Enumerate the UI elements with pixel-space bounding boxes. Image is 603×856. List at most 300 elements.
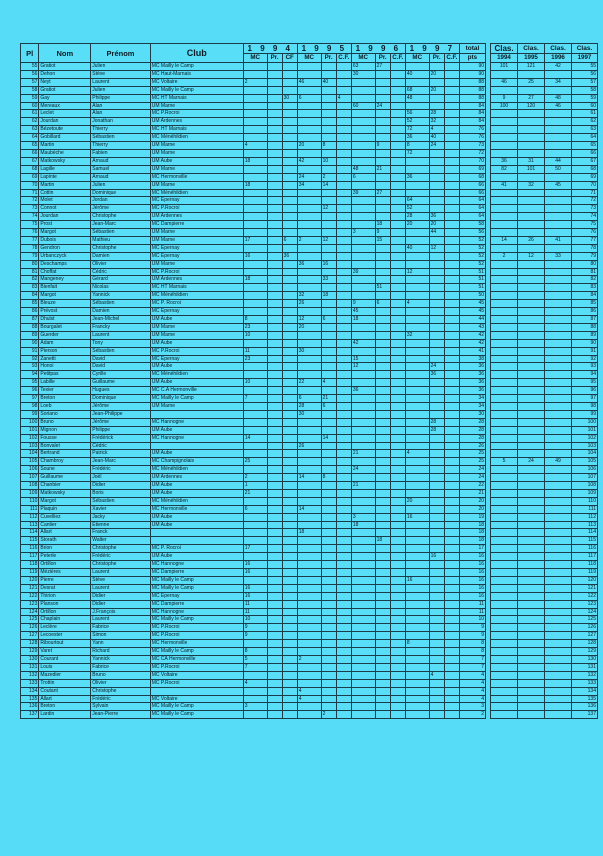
clas-1995-cell <box>518 553 545 561</box>
cf-1995-cell <box>336 703 351 711</box>
mc-1994-cell <box>243 402 267 410</box>
clas-1995-cell <box>518 284 545 292</box>
pr-1995-cell <box>321 537 336 545</box>
pr-1995-cell <box>321 134 336 142</box>
total-pts-cell: 16 <box>459 592 485 600</box>
cf-1995-cell <box>336 442 351 450</box>
clas-1994-cell <box>491 347 518 355</box>
rank-cell: 98 <box>21 402 39 410</box>
total-pts-cell: 84 <box>459 118 485 126</box>
pr-1995-cell: 10 <box>321 157 336 165</box>
clas-1994-cell <box>491 221 518 229</box>
clas-1995-cell <box>518 442 545 450</box>
clas-1997-cell: 72 <box>572 197 598 205</box>
clas-1997-cell: 68 <box>572 165 598 173</box>
nom-cell: Lapinte <box>39 173 91 181</box>
table-row <box>21 149 486 157</box>
pr-1997-cell: 4 <box>429 126 444 134</box>
clas-1995-cell <box>518 592 545 600</box>
mc-1996-cell: 9 <box>351 300 375 308</box>
cf-1997-cell <box>444 482 459 490</box>
cf-1996-cell <box>390 655 405 663</box>
prenom-cell: Xavier <box>91 505 150 513</box>
cf-1997-cell <box>444 102 459 110</box>
cf-1995-cell <box>336 521 351 529</box>
total-pts-cell: 51 <box>459 276 485 284</box>
clas-1994-cell <box>491 529 518 537</box>
mc-1996-cell <box>351 703 375 711</box>
clas-1994-cell <box>491 355 518 363</box>
prenom-cell: Fabien <box>91 149 150 157</box>
pr-1994-cell <box>267 86 282 94</box>
mc-1996-cell <box>351 236 375 244</box>
pr-1996-cell <box>375 474 390 482</box>
pr-1997-cell: 28 <box>429 110 444 118</box>
cf-1994-cell <box>282 149 297 157</box>
cf-1995-cell <box>336 450 351 458</box>
clas-1997-cell: 55 <box>572 63 598 71</box>
mc-1996-cell <box>351 442 375 450</box>
mc-1997-cell <box>405 561 429 569</box>
cf-1996-cell <box>390 316 405 324</box>
mc-1996-cell <box>351 149 375 157</box>
club-cell: UM Marne <box>150 323 243 331</box>
clas-1994-cell <box>491 126 518 134</box>
pr-1995-cell <box>321 197 336 205</box>
cf-1996-cell <box>390 157 405 165</box>
table-row <box>21 316 486 324</box>
mc-1994-cell <box>243 94 267 102</box>
club-cell: MC P.Rocroi <box>150 632 243 640</box>
clas-1995-cell <box>518 173 545 181</box>
cf-1995-cell <box>336 387 351 395</box>
mc-1995-cell <box>297 284 321 292</box>
cf-1996-cell <box>390 181 405 189</box>
table-row <box>21 221 486 229</box>
clas-1996-cell <box>545 402 572 410</box>
clas-1994-cell <box>491 545 518 553</box>
cf-1996-cell <box>390 379 405 387</box>
table-row <box>491 561 598 569</box>
rank-cell: 71 <box>21 189 39 197</box>
pr-1997-cell <box>429 687 444 695</box>
pr-1994-cell <box>267 70 282 78</box>
table-row <box>491 482 598 490</box>
clas-1995-cell <box>518 142 545 150</box>
club-cell: MC Hannogne <box>150 608 243 616</box>
mc-1997-cell <box>405 529 429 537</box>
clas-1995-cell <box>518 347 545 355</box>
total-pts-cell: 42 <box>459 339 485 347</box>
mc-1995-cell: 4 <box>297 695 321 703</box>
mc-1996-cell <box>351 292 375 300</box>
rank-cell: 85 <box>21 300 39 308</box>
total-pts-cell: 66 <box>459 189 485 197</box>
pr-1995-cell <box>321 561 336 569</box>
pr-1996-cell <box>375 252 390 260</box>
total-pts-cell: 8 <box>459 648 485 656</box>
cf-1997-cell <box>444 236 459 244</box>
prenom-cell: Jonathan <box>91 118 150 126</box>
cf-1994-cell <box>282 410 297 418</box>
cf-1997-cell <box>444 387 459 395</box>
cf-1996-cell <box>390 450 405 458</box>
pr-1997-cell <box>429 663 444 671</box>
mc-1995-cell <box>297 434 321 442</box>
clas-1997-cell: 57 <box>572 78 598 86</box>
pr-1997-cell <box>429 497 444 505</box>
table-row <box>491 489 598 497</box>
mc-1995-cell <box>297 418 321 426</box>
club-cell: UM Marne <box>150 149 243 157</box>
pr-1994-cell <box>267 252 282 260</box>
club-cell: MC Mailly le Camp <box>150 63 243 71</box>
total-pts-cell: 58 <box>459 221 485 229</box>
total-pts-cell: 30 <box>459 410 485 418</box>
table-row <box>21 78 486 86</box>
nom-cell: Allart <box>39 695 91 703</box>
clas-1995-cell <box>518 126 545 134</box>
pr-1995-cell: 12 <box>321 236 336 244</box>
club-cell <box>150 687 243 695</box>
clas-1995-cell: 101 <box>518 165 545 173</box>
cf-1997-cell <box>444 569 459 577</box>
table-row <box>21 205 486 213</box>
cf-1995-cell <box>336 173 351 181</box>
table-row <box>21 244 486 252</box>
pr-1996-cell <box>375 181 390 189</box>
table-row <box>491 371 598 379</box>
clas-1995-cell <box>518 189 545 197</box>
mc-1996-cell: 3 <box>351 229 375 237</box>
clas-1995-cell <box>518 648 545 656</box>
clas-1997-cell: 130 <box>572 655 598 663</box>
cf-1995-cell <box>336 600 351 608</box>
pr-1995-cell <box>321 489 336 497</box>
mc-1994-cell: 17 <box>243 545 267 553</box>
clas-1994-cell <box>491 323 518 331</box>
cf-1994-cell <box>282 316 297 324</box>
club-cell: MC P.Rocroi <box>150 624 243 632</box>
clas-1997-cell: 92 <box>572 355 598 363</box>
mc-1996-cell <box>351 284 375 292</box>
pr-1994-cell <box>267 497 282 505</box>
prenom-cell: David <box>91 355 150 363</box>
rank-cell: 94 <box>21 371 39 379</box>
mc-1996-cell <box>351 553 375 561</box>
pr-1995-cell <box>321 655 336 663</box>
clas-1995-cell <box>518 687 545 695</box>
clas-1994-cell <box>491 608 518 616</box>
cf-1995-cell <box>336 458 351 466</box>
mc-1997-cell <box>405 371 429 379</box>
cf-1997-cell <box>444 276 459 284</box>
cf-1995-cell <box>336 410 351 418</box>
cf-1995-cell <box>336 189 351 197</box>
pr-1997-cell: 20 <box>429 221 444 229</box>
mc-1995-cell: 24 <box>297 173 321 181</box>
mc-1995-cell <box>297 189 321 197</box>
total-pts-cell: 43 <box>459 323 485 331</box>
mc-1997-cell <box>405 466 429 474</box>
mc-1995-cell: 22 <box>297 379 321 387</box>
mc-1995-cell <box>297 600 321 608</box>
clas-1997-cell: 119 <box>572 569 598 577</box>
mc-1997-cell: 16 <box>405 513 429 521</box>
mc-1994-cell <box>243 537 267 545</box>
cf-1996-cell <box>390 142 405 150</box>
prenom-cell: Patrick <box>91 450 150 458</box>
mc-1994-cell <box>243 189 267 197</box>
table-row <box>491 402 598 410</box>
mc-1994-cell <box>243 339 267 347</box>
cf-1996-cell <box>390 110 405 118</box>
pr-1994-cell <box>267 260 282 268</box>
nom-cell: Pierre <box>39 576 91 584</box>
mc-1995-cell <box>297 118 321 126</box>
prenom-cell: Damien <box>91 308 150 316</box>
cf-1996-cell <box>390 513 405 521</box>
table-row <box>21 679 486 687</box>
table-row <box>21 608 486 616</box>
mc-1997-cell <box>405 600 429 608</box>
cf-1997-cell <box>444 434 459 442</box>
pr-1997-cell <box>429 529 444 537</box>
cf-1997-cell <box>444 418 459 426</box>
mc-1995-cell <box>297 489 321 497</box>
club-cell: MC Ménéhildien <box>150 371 243 379</box>
mc-1997-cell <box>405 252 429 260</box>
cf-1995-cell <box>336 648 351 656</box>
pr-1995-cell <box>321 189 336 197</box>
cf-1997-cell <box>444 608 459 616</box>
table-row <box>491 442 598 450</box>
pr-1997-cell <box>429 489 444 497</box>
club-cell: UM Aube <box>150 513 243 521</box>
mc-1994-cell: 17 <box>243 236 267 244</box>
pr-1997-cell <box>429 355 444 363</box>
mc-1996-cell <box>351 402 375 410</box>
clas-1995-cell: 24 <box>518 458 545 466</box>
pr-1994-cell <box>267 355 282 363</box>
pr-1996-cell: 9 <box>375 142 390 150</box>
prenom-cell: Bruno <box>91 671 150 679</box>
mc-1995-cell: 30 <box>297 347 321 355</box>
pr-1994-cell <box>267 561 282 569</box>
nom-cell: Margot <box>39 229 91 237</box>
nom-cell: Dhulst <box>39 316 91 324</box>
total-pts-cell: 90 <box>459 70 485 78</box>
pr-1997-cell: 20 <box>429 86 444 94</box>
nom-cell: Cottin <box>39 189 91 197</box>
mc-1995-cell <box>297 537 321 545</box>
pr-1997-cell <box>429 308 444 316</box>
club-cell: MC Epernay <box>150 592 243 600</box>
pr-1997-cell <box>429 695 444 703</box>
table-row <box>21 442 486 450</box>
prenom-cell: David <box>91 363 150 371</box>
cf-1994-cell <box>282 521 297 529</box>
pr-1995-cell <box>321 213 336 221</box>
pr-1997-cell <box>429 165 444 173</box>
cf-1997-cell <box>444 323 459 331</box>
clas-1996-cell <box>545 513 572 521</box>
table-row <box>491 648 598 656</box>
mc-1996-cell: 24 <box>351 466 375 474</box>
table-row <box>21 134 486 142</box>
cf-1995-cell <box>336 363 351 371</box>
table-row <box>21 576 486 584</box>
cf-1997-cell <box>444 355 459 363</box>
table-row <box>21 695 486 703</box>
pr-1995-cell <box>321 458 336 466</box>
cf-1994-cell <box>282 426 297 434</box>
mc-1996-cell <box>351 94 375 102</box>
nom-cell: Courant <box>39 655 91 663</box>
pr-1996-cell <box>375 616 390 624</box>
table-row <box>21 513 486 521</box>
col-prenom-header: Prénom <box>91 44 150 63</box>
cf-1997-cell <box>444 252 459 260</box>
clas-1997-cell: 110 <box>572 497 598 505</box>
club-cell: MC P.Rocroi <box>150 679 243 687</box>
pr-1994-cell <box>267 157 282 165</box>
rank-cell: 96 <box>21 387 39 395</box>
pr-1996-cell <box>375 466 390 474</box>
sub-pr-1994: Pr. <box>267 54 282 63</box>
clas-1996-cell: 46 <box>545 102 572 110</box>
table-row <box>491 63 598 71</box>
clas-1997-cell: 64 <box>572 134 598 142</box>
cf-1995-cell <box>336 537 351 545</box>
clas-1995-cell <box>518 86 545 94</box>
mc-1995-cell: 12 <box>297 316 321 324</box>
clas-1996-cell <box>545 474 572 482</box>
cf-1996-cell <box>390 537 405 545</box>
pr-1994-cell <box>267 600 282 608</box>
rank-cell: 60 <box>21 102 39 110</box>
clas-1994-cell <box>491 331 518 339</box>
cf-1994-cell <box>282 474 297 482</box>
mc-1994-cell <box>243 221 267 229</box>
cf-1997-cell <box>444 63 459 71</box>
mc-1997-cell <box>405 189 429 197</box>
prenom-cell: Damien <box>91 252 150 260</box>
cf-1997-cell <box>444 197 459 205</box>
cf-1994-cell <box>282 86 297 94</box>
clas-1996-cell <box>545 418 572 426</box>
pr-1997-cell <box>429 648 444 656</box>
clas-1994-cell <box>491 695 518 703</box>
table-row <box>491 426 598 434</box>
table-row <box>21 165 486 173</box>
cf-1994-cell <box>282 489 297 497</box>
cf-1994-cell <box>282 687 297 695</box>
pr-1996-cell: 51 <box>375 284 390 292</box>
prenom-cell: Fabrice <box>91 624 150 632</box>
classification-body <box>491 63 598 719</box>
sub-pr-1996: Pr. <box>375 54 390 63</box>
mc-1997-cell: 4 <box>405 300 429 308</box>
clas-1997-cell: 105 <box>572 458 598 466</box>
rank-cell: 136 <box>21 703 39 711</box>
cf-1994-cell <box>282 466 297 474</box>
total-pts-cell: 22 <box>459 482 485 490</box>
mc-1994-cell: 23 <box>243 355 267 363</box>
prenom-cell: Boris <box>91 489 150 497</box>
total-pts-cell: 51 <box>459 284 485 292</box>
cf-1994-cell <box>282 648 297 656</box>
rank-cell: 91 <box>21 347 39 355</box>
cf-1997-cell <box>444 78 459 86</box>
nom-cell: Choffat <box>39 268 91 276</box>
pr-1997-cell: 12 <box>429 244 444 252</box>
pr-1995-cell <box>321 347 336 355</box>
cf-1996-cell <box>390 529 405 537</box>
table-row <box>491 387 598 395</box>
clas-1997-cell: 81 <box>572 268 598 276</box>
pr-1994-cell <box>267 521 282 529</box>
cf-1994-cell: 6 <box>282 236 297 244</box>
pr-1994-cell <box>267 513 282 521</box>
table-row <box>21 640 486 648</box>
mc-1995-cell <box>297 363 321 371</box>
nom-cell: Mereaux <box>39 102 91 110</box>
mc-1997-cell <box>405 648 429 656</box>
prenom-cell: Jean-Marc <box>91 458 150 466</box>
clas-1995-cell <box>518 640 545 648</box>
cf-1994-cell <box>282 221 297 229</box>
nom-cell: Gratiot <box>39 63 91 71</box>
pr-1996-cell <box>375 442 390 450</box>
pr-1997-cell <box>429 252 444 260</box>
pr-1996-cell <box>375 308 390 316</box>
prenom-cell: Gérard <box>91 276 150 284</box>
total-pts-cell: 36 <box>459 387 485 395</box>
prenom-cell: Dominique <box>91 189 150 197</box>
cf-1997-cell <box>444 648 459 656</box>
cf-1997-cell <box>444 640 459 648</box>
nom-cell: Plaquin <box>39 505 91 513</box>
clas-1997-cell: 120 <box>572 576 598 584</box>
table-row <box>491 663 598 671</box>
prenom-cell: Philippe <box>91 426 150 434</box>
table-row <box>21 379 486 387</box>
mc-1997-cell: 8 <box>405 142 429 150</box>
nom-cell: Guerder <box>39 331 91 339</box>
clas-1994-cell <box>491 703 518 711</box>
mc-1996-cell <box>351 711 375 719</box>
total-pts-cell: 7 <box>459 663 485 671</box>
mc-1995-cell <box>297 458 321 466</box>
clas-1994-cell <box>491 687 518 695</box>
pr-1995-cell: 2 <box>321 173 336 181</box>
mc-1995-cell: 34 <box>297 181 321 189</box>
table-row <box>491 529 598 537</box>
pr-1995-cell: 21 <box>321 395 336 403</box>
pr-1997-cell: 20 <box>429 70 444 78</box>
mc-1995-cell <box>297 703 321 711</box>
pr-1996-cell <box>375 450 390 458</box>
clas-1994-cell <box>491 482 518 490</box>
clas-1994-cell <box>491 600 518 608</box>
mc-1995-cell <box>297 624 321 632</box>
total-pts-cell: 25 <box>459 450 485 458</box>
clas-1997-cell: 71 <box>572 189 598 197</box>
pr-1997-cell <box>429 284 444 292</box>
mc-1995-cell <box>297 165 321 173</box>
table-row <box>21 489 486 497</box>
